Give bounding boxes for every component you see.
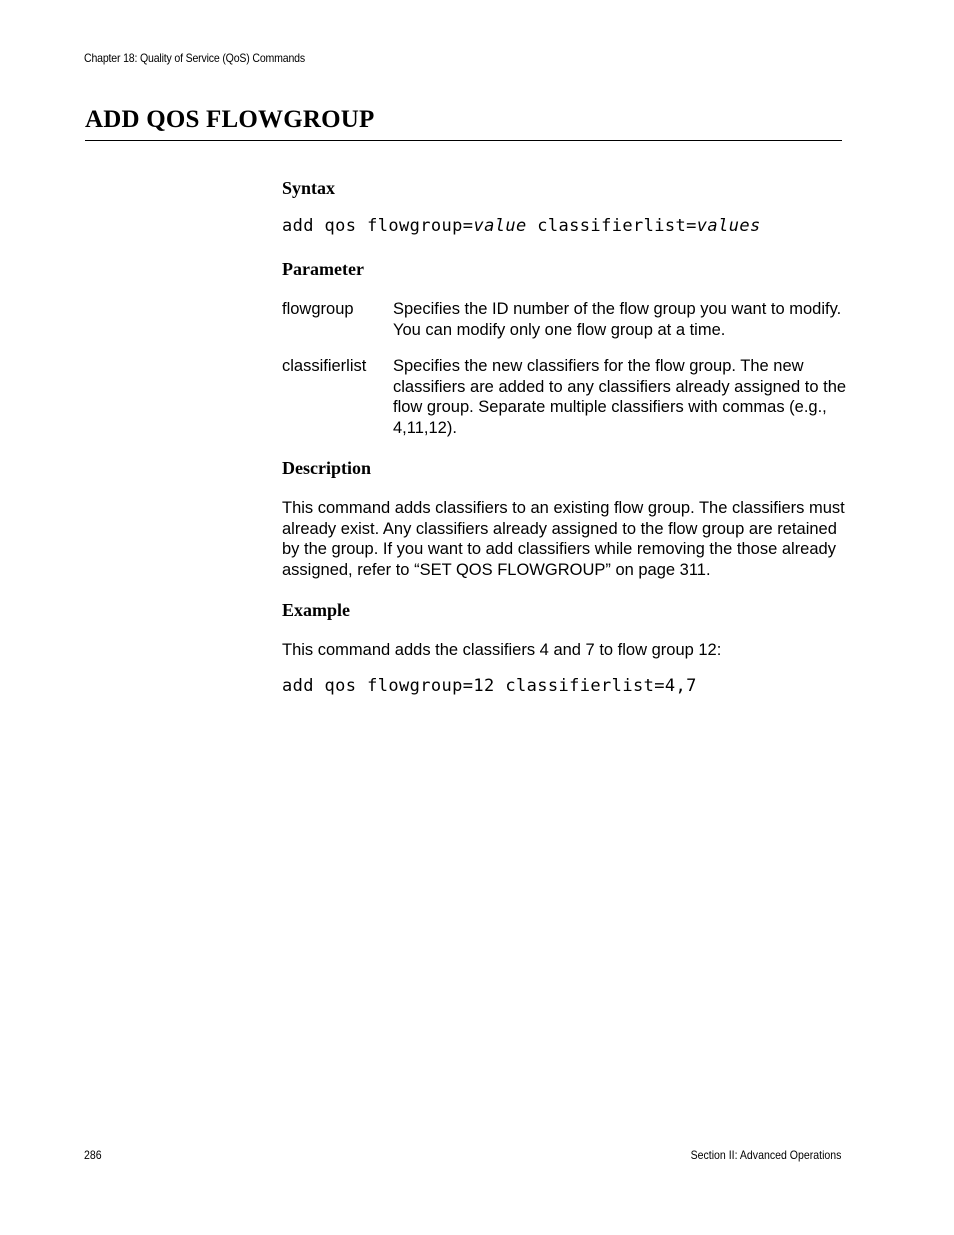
parameter-name-flowgroup: flowgroup: [282, 300, 354, 318]
title-divider: [85, 140, 842, 141]
syntax-command-values-placeholder: values: [696, 216, 761, 236]
description-heading: Description: [282, 458, 371, 478]
example-command: add qos flowgroup=12 classifierlist=4,7: [282, 676, 697, 696]
example-heading: Example: [282, 600, 351, 620]
page-number: 286: [84, 1148, 102, 1162]
page-title: ADD QOS FLOWGROUP: [85, 106, 375, 133]
description-paragraph: This command adds classifiers to an existing flow group. The classifiers must already exist. Any classifiers already assigned to the flow group are retained by the group. If you want to add classifiers while removing the those already assigned, refer to “SET QOS FLOWGROUP” on page 311.: [282, 499, 845, 579]
syntax-command-middle: classifierlist=: [526, 216, 697, 236]
parameter-description-classifierlist: Specifies the new classifiers for the flow group. The new classifiers are added to any classifiers already assigned to the flow group. Separate multiple classifiers with commas (e.g., 4,11,12).: [393, 357, 847, 437]
footer-section: Section II: Advanced Operations: [690, 1148, 841, 1162]
syntax-command: [282, 216, 761, 236]
syntax-heading: Syntax: [282, 178, 336, 198]
example-paragraph: This command adds the classifiers 4 and 7 to flow group 12:: [282, 641, 722, 659]
running-header: Chapter 18: Quality of Service (QoS) Commands: [84, 51, 305, 65]
syntax-command-value-placeholder: value: [473, 216, 527, 236]
parameter-name-classifierlist: classifierlist: [282, 357, 367, 375]
parameter-heading: Parameter: [282, 259, 364, 279]
syntax-command-prefix: add qos flowgroup=: [282, 216, 474, 236]
parameter-description-flowgroup: Specifies the ID number of the flow group you want to modify. You can modify only one flow group at a time.: [393, 300, 842, 339]
